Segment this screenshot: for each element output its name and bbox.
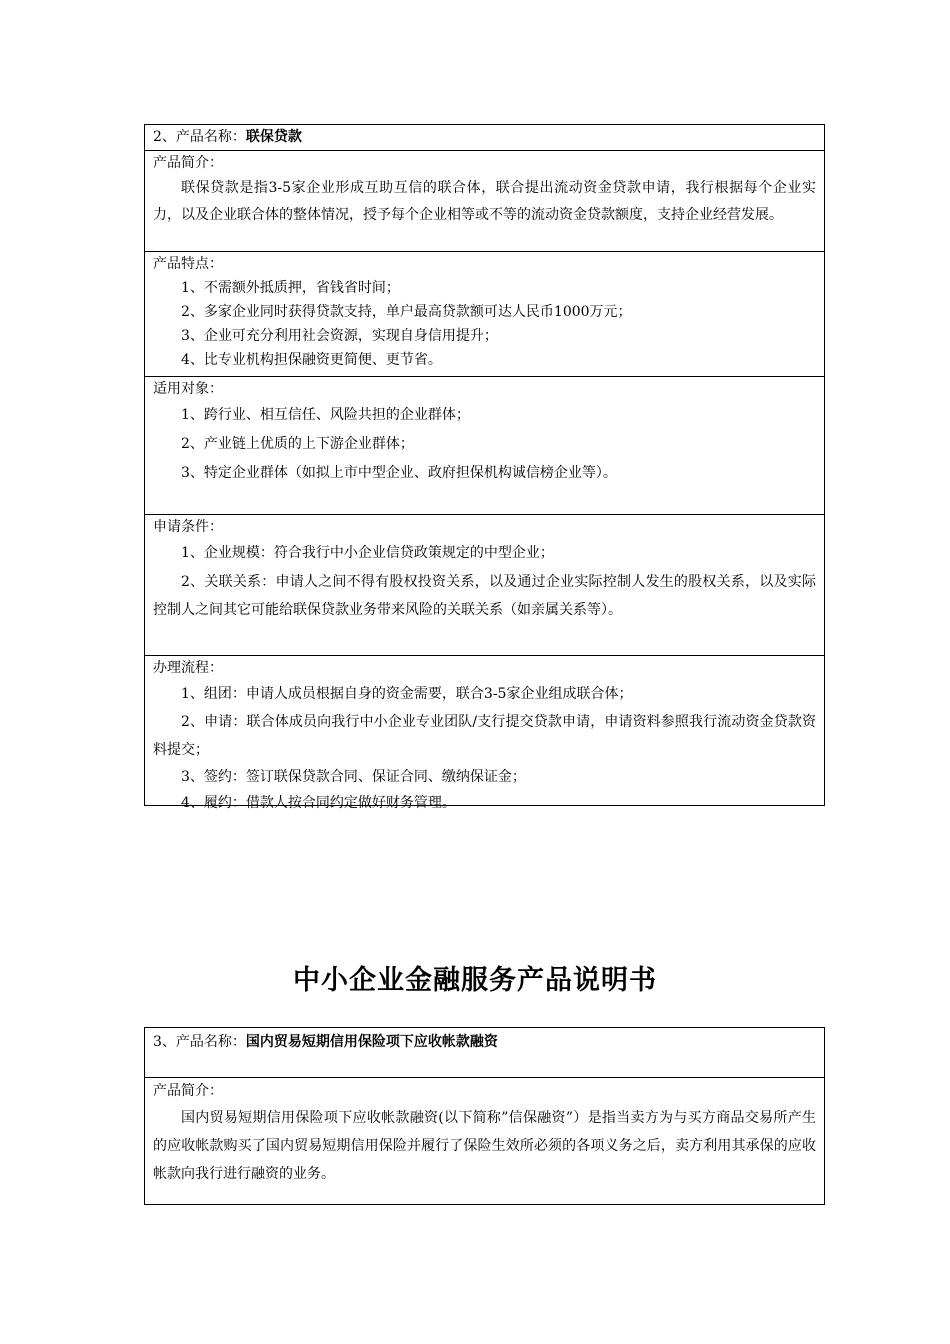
list-item: 4、比专业机构担保融资更简便、更节省。 xyxy=(181,352,442,368)
list-item: 3、企业可充分利用社会资源，实现自身信用提升； xyxy=(181,328,498,344)
list-item: 1、跨行业、相互信任、风险共担的企业群体； xyxy=(181,407,470,423)
product-3-table xyxy=(144,1027,825,1205)
product-features-section xyxy=(145,251,824,376)
product-2-table xyxy=(144,124,825,811)
product-name-label: 2、产品名称： xyxy=(153,129,246,145)
process-section xyxy=(145,655,824,811)
section-heading: 产品简介： xyxy=(153,155,223,171)
product-intro-text: 国内贸易短期信用保险项下应收帐款融资(以下简称”信保融资”）是指当卖方为与买方商品交易所产生的应收帐款购买了国内贸易短期信用保险并履行了保险生效所必须的各项义务之后，卖方利用其承保的应收帐款向我行进行融资的业务。 xyxy=(153,1110,816,1182)
product-name-row xyxy=(145,1028,824,1077)
section-heading: 产品特点： xyxy=(153,256,223,272)
section-heading: 申请条件： xyxy=(153,519,223,535)
list-item: 2、申请：联合体成员向我行中小企业专业团队/支行提交贷款申请，申请资料参照我行流动资金贷款资料提交； xyxy=(153,714,816,758)
section-heading: 适用对象： xyxy=(153,381,223,397)
list-item: 1、不需额外抵质押，省钱省时间； xyxy=(181,280,400,296)
list-item: 1、组团：申请人成员根据自身的资金需要，联合3-5家企业组成联合体； xyxy=(181,686,633,702)
section-heading: 办理流程： xyxy=(153,660,223,676)
product-name-row xyxy=(145,125,824,150)
application-conditions-section xyxy=(145,514,824,655)
product-intro-section xyxy=(145,1077,824,1204)
list-item: 1、企业规模：符合我行中小企业信贷政策规定的中型企业； xyxy=(181,545,554,561)
product-intro-section xyxy=(145,150,824,251)
list-item: 2、关联关系：申请人之间不得有股权投资关系，以及通过企业实际控制人发生的股权关系，以及实际控制人之间其它可能给联保贷款业务带来风险的关联关系（如亲属关系等）。 xyxy=(153,574,816,618)
document-title: 中小企业金融服务产品说明书 xyxy=(293,965,657,996)
list-item: 4、履约：借款人按合同约定做好财务管理。 xyxy=(181,795,456,811)
list-item: 3、特定企业群体（如拟上市中型企业、政府担保机构诚信榜企业等）。 xyxy=(181,465,617,481)
list-item: 3、签约：签订联保贷款合同、保证合同、缴纳保证金； xyxy=(181,769,526,785)
product-name: 联保贷款 xyxy=(245,129,302,145)
list-item: 2、产业链上优质的上下游企业群体； xyxy=(181,436,414,452)
product-name-label: 3、产品名称： xyxy=(153,1034,246,1050)
section-heading: 产品简介： xyxy=(153,1083,223,1099)
list-item: 2、多家企业同时获得贷款支持，单户最高贷款额可达人民币1000万元； xyxy=(181,304,632,320)
applicable-targets-section xyxy=(145,376,824,514)
product-intro-text: 联保贷款是指3-5家企业形成互助互信的联合体，联合提出流动资金贷款申请，我行根据每个企业实力，以及企业联合体的整体情况，授予每个企业相等或不等的流动资金贷款额度，支持企业经营发展。 xyxy=(153,180,816,223)
product-name: 国内贸易短期信用保险项下应收帐款融资 xyxy=(245,1034,498,1050)
